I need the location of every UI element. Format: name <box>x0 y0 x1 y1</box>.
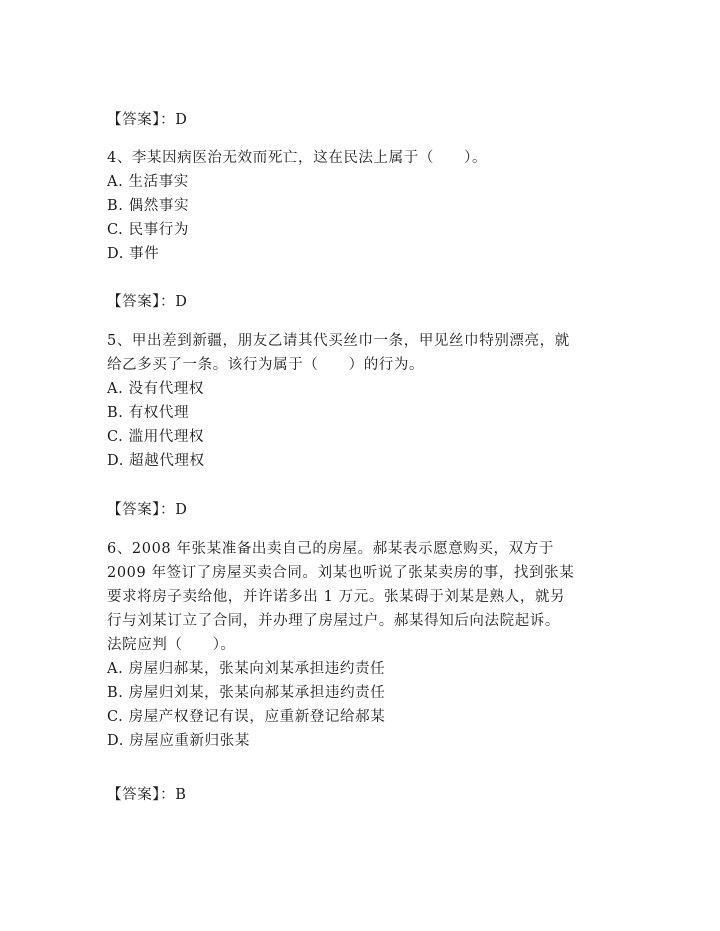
answer-q4: 【答案】：D <box>107 294 188 310</box>
question-4-option-d: D. 事件 <box>107 246 160 262</box>
question-6-stem-line-5: 法院应判（ ）。 <box>107 637 236 653</box>
question-6-option-a: A. 房屋归郝某，张某向刘某承担违约责任 <box>107 661 386 677</box>
question-6-option-b: B. 房屋归刘某，张某向郝某承担违约责任 <box>107 685 386 701</box>
question-4-option-b: B. 偶然事实 <box>107 198 190 214</box>
question-6-option-c: C. 房屋产权登记有误，应重新登记给郝某 <box>107 709 386 725</box>
question-5-stem-line-1: 5、甲出差到新疆，朋友乙请其代买丝巾一条，甲见丝巾特别漂亮，就 <box>107 333 570 349</box>
question-4-option-a: A. 生活事实 <box>107 174 189 190</box>
answer-q5: 【答案】：D <box>107 502 188 518</box>
question-4-stem: 4、李某因病医治无效而死亡，这在民法上属于（ ）。 <box>107 150 488 166</box>
question-4-option-c: C. 民事行为 <box>107 222 189 238</box>
answer-q3: 【答案】：D <box>107 112 188 128</box>
question-6-stem-line-4: 行与刘某订立了合同，并办理了房屋过户。郝某得知后向法院起诉。 <box>107 613 560 629</box>
question-5-option-c: C. 滥用代理权 <box>107 429 205 445</box>
question-5-option-d: D. 超越代理权 <box>107 453 205 469</box>
question-6-stem-line-2: 2009 年签订了房屋买卖合同。刘某也听说了张某卖房的事，找到张某 <box>107 565 575 581</box>
question-6-stem-line-3: 要求将房子卖给他，并许诺多出 1 万元。张某碍于刘某是熟人，就另 <box>107 589 566 605</box>
question-5-option-b: B. 有权代理 <box>107 405 190 421</box>
question-5-option-a: A. 没有代理权 <box>107 381 204 397</box>
question-5-stem-line-2: 给乙多买了一条。该行为属于（ ）的行为。 <box>107 357 425 373</box>
question-6-stem-line-1: 6、2008 年张某准备出卖自己的房屋。郝某表示愿意购买，双方于 <box>107 541 554 557</box>
question-6-option-d: D. 房屋应重新归张某 <box>107 733 250 749</box>
answer-q6: 【答案】：B <box>107 787 187 803</box>
